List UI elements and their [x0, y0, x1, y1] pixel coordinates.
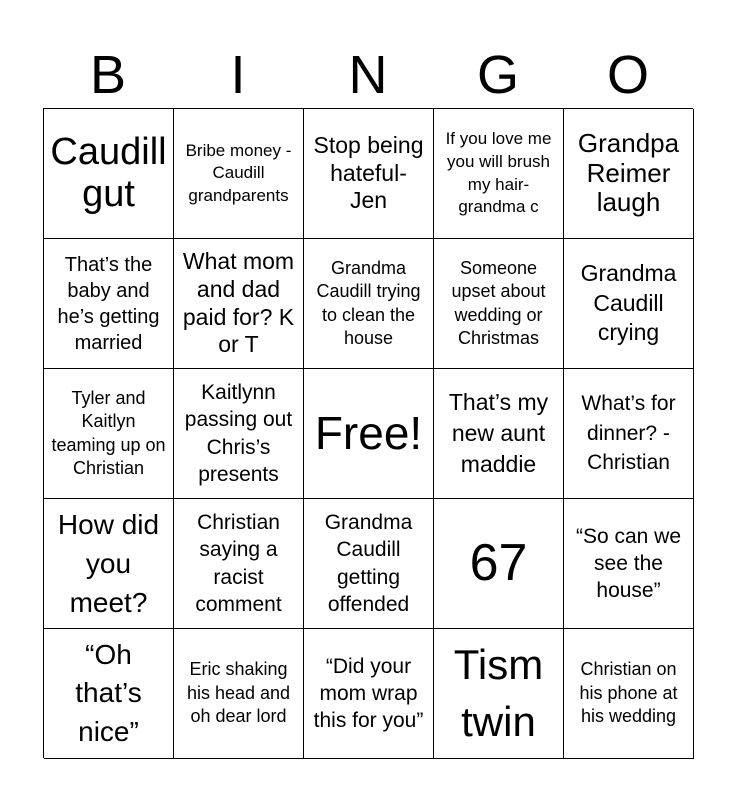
bingo-cell-r5c1[interactable]	[44, 629, 174, 759]
cell-text: Tyler and Kaitlyn teaming up on Christian	[51, 387, 166, 478]
bingo-cell-r3c5[interactable]	[564, 369, 694, 499]
bingo-cell-free[interactable]	[304, 369, 434, 499]
cell-text: How did you meet?	[57, 508, 160, 619]
bingo-cell-r2c4[interactable]	[434, 239, 564, 369]
cell-text: That’s my new aunt maddie	[448, 388, 549, 478]
header-letter-o: O	[606, 45, 649, 105]
cell-text: “Did your mom wrap this for you”	[313, 654, 424, 733]
bingo-cell-r1c4[interactable]	[434, 109, 564, 239]
bingo-cell-r5c5[interactable]	[564, 629, 694, 759]
bingo-cell-r1c3[interactable]	[304, 109, 434, 239]
header-letter-g: G	[476, 45, 519, 105]
header-letter-n: N	[348, 45, 388, 105]
cell-text: Kaitlynn passing out Chris’s presents	[184, 380, 293, 486]
bingo-board	[43, 108, 693, 758]
header-letter-b: B	[89, 45, 127, 105]
cell-text: Stop being hateful- Jen	[313, 132, 424, 214]
bingo-cell-r2c3[interactable]	[304, 239, 434, 369]
bingo-cell-r1c2[interactable]	[174, 109, 304, 239]
cell-text: Grandma Caudill crying	[580, 259, 677, 346]
bingo-cell-r4c1[interactable]	[44, 499, 174, 629]
bingo-cell-r4c3[interactable]	[304, 499, 434, 629]
cell-text: Grandpa Reimer laugh	[577, 127, 680, 218]
cell-text: Christian saying a racist comment	[195, 510, 282, 616]
bingo-cell-r5c3[interactable]	[304, 629, 434, 759]
cell-text: “Oh that’s nice”	[75, 638, 142, 747]
cell-text: Tism twin	[453, 640, 544, 745]
bingo-cell-r4c2[interactable]	[174, 499, 304, 629]
bingo-header	[43, 42, 693, 108]
cell-text: Bribe money - Caudill grandparents	[185, 141, 292, 205]
cell-text: Grandma Caudill trying to clean the house	[316, 257, 421, 348]
bingo-cell-r1c1[interactable]	[44, 109, 174, 239]
cell-text: Christian on his phone at his wedding	[579, 659, 678, 727]
bingo-cell-r3c2[interactable]	[174, 369, 304, 499]
cell-text: “So can we see the house”	[575, 524, 682, 603]
header-letter-i: I	[230, 45, 246, 105]
bingo-cell-r2c5[interactable]	[564, 239, 694, 369]
cell-text: 67	[469, 533, 528, 592]
cell-text: Grandma Caudill getting offended	[324, 510, 413, 616]
bingo-cell-r3c1[interactable]	[44, 369, 174, 499]
cell-text: Eric shaking his head and oh dear lord	[186, 659, 291, 727]
bingo-cell-r3c4[interactable]	[434, 369, 564, 499]
cell-text: That’s the baby and he’s getting married	[57, 253, 160, 354]
bingo-cell-r2c1[interactable]	[44, 239, 174, 369]
bingo-cell-r2c2[interactable]	[174, 239, 304, 369]
cell-text: What’s for dinner? - Christian	[581, 392, 676, 475]
cell-text: What mom and dad paid for? K or T	[182, 248, 295, 358]
cell-text: Caudill gut	[50, 130, 167, 215]
bingo-cell-r5c2[interactable]	[174, 629, 304, 759]
bingo-cell-r4c5[interactable]	[564, 499, 694, 629]
bingo-cell-r1c5[interactable]	[564, 109, 694, 239]
bingo-cell-r4c4[interactable]	[434, 499, 564, 629]
bingo-cell-r5c4[interactable]	[434, 629, 564, 759]
cell-text: Someone upset about wedding or Christmas	[451, 257, 546, 348]
cell-text: If you love me you will brush my hair- grandma c	[445, 128, 552, 217]
free-space-text: Free!	[314, 407, 423, 460]
